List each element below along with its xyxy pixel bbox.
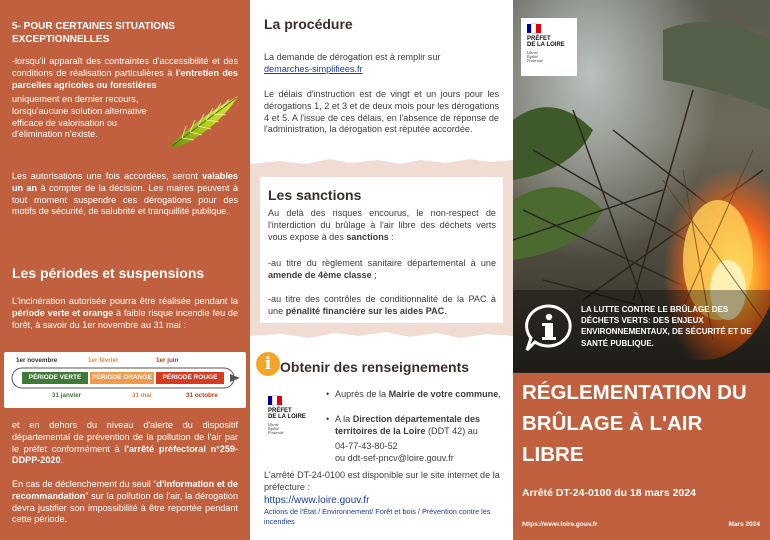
info-speech-bubble-icon — [523, 303, 575, 353]
demarches-simplifiees-link[interactable]: demarches-simplifiees.fr — [264, 63, 363, 74]
sanctions-paragraph-2: -au titre du règlement sanitaire départemental à une amende de 4ème classe ; — [268, 258, 496, 280]
section-5-title: 5- POUR CERTAINES SITUATIONS EXCEPTIONNELLES — [12, 21, 175, 45]
timeline-date-orange-end: 31 mai — [132, 392, 152, 399]
procedure-card — [250, 0, 513, 158]
information-title: Obtenir des renseignements — [280, 359, 470, 375]
sanctions-paragraph-3: -au titre des contrôles de conditionnalité de la PAC à une pénalité financière sur les aides PAC. — [268, 294, 496, 316]
sanctions-card — [260, 177, 503, 323]
cover-website-link[interactable]: https://www.loire.gouv.fr — [522, 521, 598, 528]
section-5-paragraph-1: -lorsqu'il apparaît des contraintes d'accessibilité et des conditions de réalisation particulières à l'entretien des parcelles agricoles ou forestières — [12, 56, 238, 90]
document-main-title: RÉGLEMENTATION DU BRÛLAGE À L'AIR LIBRE — [522, 381, 747, 466]
arrete-reference: Arrêté DT-24-0100 du 18 mars 2024 — [522, 487, 696, 499]
torn-edge-divider — [250, 156, 513, 168]
periods-paragraph-2: et en dehors du niveau d'alerte du dispositif départemental de prévention de la pollution de l'air par le préfet conformément à l'arrêté préfectoral n°259-DDPP-2020. — [12, 420, 238, 466]
french-flag-icon — [527, 24, 541, 33]
green-period-bar: PÉRIODE VERTE — [22, 372, 88, 384]
middle-panel — [250, 0, 513, 540]
contact-ddt-item: • A la Direction départementale des territoires de la Loire (DDT 42) au — [326, 414, 506, 438]
french-flag-icon — [268, 396, 282, 405]
periods-section-title: Les périodes et suspensions — [12, 265, 205, 281]
photo-caption-text: LA LUTTE CONTRE LE BRÛLAGE DES DÉCHETS VERTS: DES ENJEUX ENVIRONNEMENTAUX, DE SÉCURITÉ ET DE SANTÉ PUBLIQUE. — [581, 305, 752, 348]
timeline-date-red-end: 31 octobre — [186, 392, 218, 399]
timeline-date-red-start: 1er juin — [156, 357, 179, 364]
procedure-paragraph-2: Le délais d'instruction est de vingt et un jours pour les dérogations 1, 2 et 3 et de deux mois pour les dérogations 4 et 5. A l'issue de ces délais, en l'absence de réponse de l'administration, la dérogation est réputée accordée. — [264, 89, 499, 135]
information-card: i Obtenir des renseignements PRÉFET DE LA LOIRE Liberté Égalité Fraternité • Auprès de la Mairie de votre commune, • A la Direction départementale des territoires de la Loire (DDT 42) au 04-77-43-80-52 ou ddt-sef-pncv@loire.gouv.fr L'arrêté DT-24-0100 est disponible sur le site internet de la préfecture : https://www.loire.gouv.fr Actions de l'État / Environnement/ Forêt et bois / Prévention contre les incendies — [250, 340, 513, 540]
timeline-date-green-start: 1er novembre — [16, 357, 58, 364]
fire-period-timeline — [4, 352, 246, 408]
procedure-title: La procédure — [264, 16, 353, 32]
orange-period-bar: PÉRIODE ORANGE — [90, 372, 154, 384]
publication-date: Mars 2024 — [728, 521, 760, 528]
prefecture-website-link[interactable]: https://www.loire.gouv.fr — [264, 495, 370, 506]
sanctions-paragraph-1: Au delà des risques encourus, le non-respect de l'interdiction du brûlage à l'air libre des déchets verts vous expose à des sanctions : — [268, 208, 496, 242]
left-panel — [0, 0, 250, 540]
fern-leaf-illustration — [166, 90, 240, 150]
periods-paragraph-3: En cas de déclenchement du seuil “d'information et de recommandation” sur la pollution de l'air, la dérogation devra justifier son impossibilité à être reportée pendant cette période. — [12, 479, 238, 525]
ddt-phone-number: 04-77-43-80-52 — [335, 441, 398, 451]
arrete-availability-paragraph: L'arrêté DT-24-0100 est disponible sur le site internet de la préfecture : — [264, 470, 500, 492]
info-icon: i — [256, 352, 280, 376]
cover-panel — [513, 0, 770, 540]
prefet-loire-logo-cover: PRÉFET DE LA LOIRE Liberté Égalité Fraternité — [521, 18, 577, 76]
timeline-date-orange-start: 1er février — [88, 357, 119, 364]
sanctions-title: Les sanctions — [268, 187, 362, 203]
section-5-paragraph-2: uniquement en dernier recours, lorsqu'aucune solution alternative efficace de valorisation ou d'élimination n'existe. — [12, 94, 147, 140]
periods-paragraph-1: L'incinération autorisée pourra être réalisée pendant la période verte et orange à faible risque incendie feu de forêt, à savoir du 1er novembre au 31 mai : — [12, 296, 238, 330]
procedure-paragraph-1: La demande de dérogation est à remplir sur demarches-simplifiees.fr — [264, 52, 441, 74]
contact-mairie-item: • Auprès de la Mairie de votre commune, — [326, 389, 506, 401]
website-breadcrumb-path[interactable]: Actions de l'État / Environnement/ Forêt et bois / Prévention contre les incendies — [264, 507, 491, 526]
ddt-email[interactable]: ou ddt-sef-pncv@loire.gouv.fr — [335, 453, 454, 463]
authorization-validity-paragraph: Les autorisations une fois accordées, seront valables un an à compter de la décision. Les maires peuvent à tout moment suspendre ces dérogations pour des motifs de sécurité, de salubrité et tranquillité publique. — [12, 171, 238, 217]
timeline-date-green-end: 31 janvier — [52, 392, 82, 399]
red-period-bar: PÉRIODE ROUGE — [156, 372, 224, 384]
